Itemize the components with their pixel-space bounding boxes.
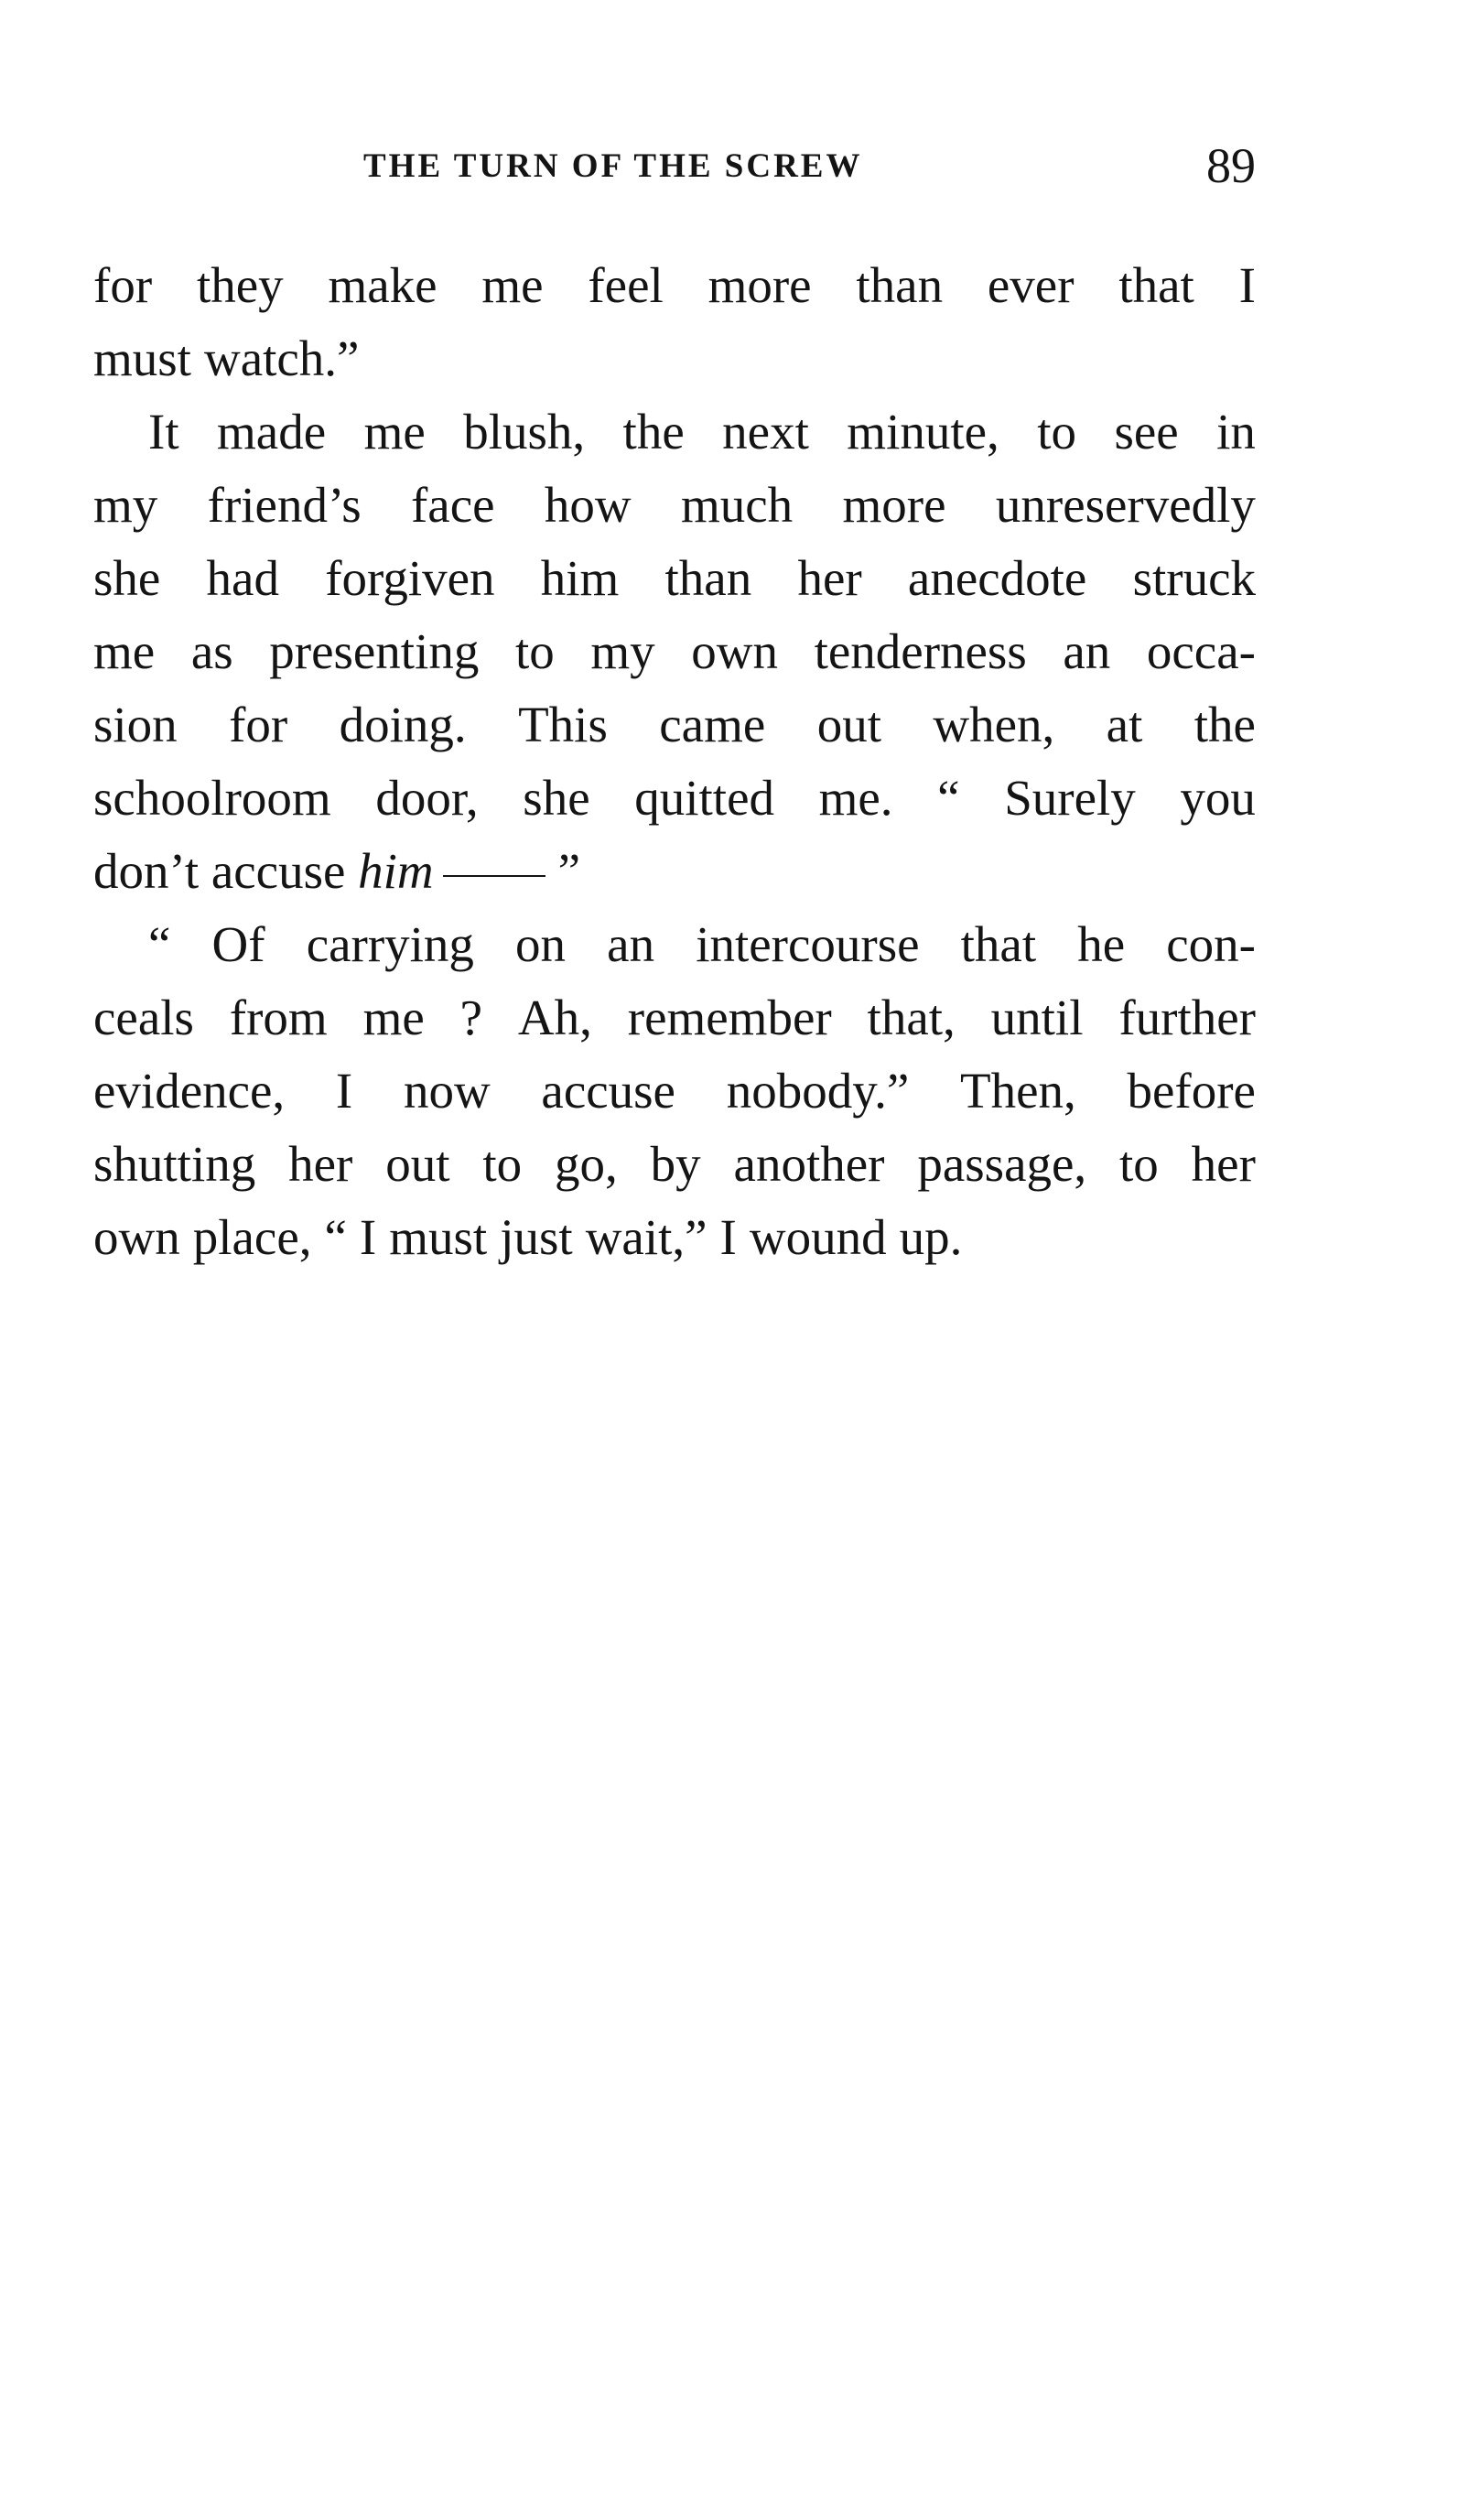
- word: she: [523, 770, 590, 826]
- word: to: [482, 1136, 523, 1192]
- word: door,: [375, 770, 479, 826]
- word: made: [217, 404, 327, 460]
- word: her: [1191, 1136, 1256, 1192]
- word: tenderness: [814, 623, 1027, 679]
- word: “: [148, 916, 171, 972]
- text-line: [93, 1128, 1256, 1201]
- word: in: [1216, 404, 1256, 460]
- word: more: [842, 477, 946, 533]
- text-line: [93, 469, 1256, 542]
- word: quitted: [634, 770, 774, 826]
- word: Surely: [1004, 770, 1136, 826]
- closing-quote: ”: [557, 843, 581, 899]
- word: Of: [211, 916, 265, 972]
- word: Ah,: [517, 990, 592, 1045]
- word: evidence,: [93, 1063, 286, 1119]
- word: I: [719, 1209, 737, 1265]
- word: make: [328, 257, 437, 313]
- word: place,: [192, 1209, 312, 1265]
- text-line: [93, 615, 1256, 688]
- word: the: [622, 404, 685, 460]
- word: they: [196, 257, 284, 313]
- word: than: [856, 257, 944, 313]
- word: on: [515, 916, 567, 972]
- word: “: [937, 770, 960, 826]
- word: than: [664, 550, 752, 606]
- text-line-emphasis: [93, 835, 1256, 908]
- word: next: [722, 404, 809, 460]
- word: me: [481, 257, 544, 313]
- text-line: [93, 762, 1256, 835]
- word: now: [403, 1063, 491, 1119]
- word: another: [733, 1136, 885, 1192]
- word: accuse: [541, 1063, 675, 1119]
- word: I: [1238, 257, 1256, 313]
- word: presenting: [269, 623, 480, 679]
- word: much: [680, 477, 794, 533]
- word: blush,: [463, 404, 586, 460]
- word: he: [1077, 916, 1126, 972]
- word: unreservedly: [995, 477, 1256, 533]
- word: wound: [749, 1209, 887, 1265]
- word: the: [1193, 697, 1256, 752]
- text-line: [93, 249, 1256, 322]
- word: came: [659, 697, 766, 752]
- word: she: [93, 550, 161, 606]
- word: her: [288, 1136, 353, 1192]
- text-line: [93, 322, 1256, 395]
- word: as: [190, 623, 233, 679]
- word: from: [229, 990, 328, 1045]
- word: when,: [933, 697, 1055, 752]
- word: to: [514, 623, 555, 679]
- word: intercourse: [696, 916, 920, 972]
- word: that,: [867, 990, 956, 1045]
- word: minute,: [847, 404, 999, 460]
- line-text-before: don’t accuse: [93, 843, 346, 899]
- page-number: 89: [1206, 138, 1256, 193]
- running-title: THE TURN OF THE SCREW: [363, 147, 863, 185]
- word: me: [363, 404, 426, 460]
- word: wait,”: [585, 1209, 707, 1265]
- word: must: [389, 1209, 488, 1265]
- word: feel: [588, 257, 664, 313]
- word: my: [93, 477, 158, 533]
- word: I: [359, 1209, 377, 1265]
- word: further: [1118, 990, 1256, 1045]
- text-line: [93, 981, 1256, 1055]
- word: her: [797, 550, 862, 606]
- text-line: [93, 1201, 1256, 1274]
- text-line: [93, 395, 1256, 469]
- word: sion: [93, 697, 178, 752]
- word: that: [1118, 257, 1194, 313]
- word: con-: [1166, 916, 1256, 972]
- word: until: [990, 990, 1084, 1045]
- word: up.: [899, 1209, 963, 1265]
- word: that: [960, 916, 1037, 972]
- word: me: [362, 990, 425, 1045]
- word: doing.: [339, 697, 467, 752]
- word: to: [1037, 404, 1077, 460]
- word: own: [93, 1209, 180, 1265]
- word: struck: [1132, 550, 1256, 606]
- word: by: [650, 1136, 701, 1192]
- body-text: [93, 249, 1256, 1274]
- word: occa-: [1146, 623, 1256, 679]
- word: just: [500, 1209, 573, 1265]
- text-line: [93, 688, 1256, 762]
- word: how: [544, 477, 632, 533]
- word: ever: [987, 257, 1075, 313]
- word: go,: [555, 1136, 618, 1192]
- word: an: [1063, 623, 1111, 679]
- word: carrying: [306, 916, 474, 972]
- word: shutting: [93, 1136, 256, 1192]
- word: This: [518, 697, 608, 752]
- word: watch.”: [203, 330, 360, 386]
- word: face: [410, 477, 495, 533]
- em-dash-rule: [443, 875, 545, 877]
- word: more: [707, 257, 812, 313]
- text-line: [93, 908, 1256, 981]
- word: you: [1180, 770, 1256, 826]
- word: friend’s: [207, 477, 362, 533]
- word: schoolroom: [93, 770, 331, 826]
- word: forgiven: [325, 550, 495, 606]
- italic-word: him: [358, 843, 434, 899]
- word: remember: [627, 990, 832, 1045]
- word: me: [93, 623, 156, 679]
- word: must: [93, 330, 191, 386]
- word: to: [1119, 1136, 1159, 1192]
- word: at: [1106, 697, 1143, 752]
- word: It: [148, 404, 179, 460]
- word: ?: [459, 990, 483, 1045]
- word: I: [335, 1063, 353, 1119]
- text-line: [93, 1055, 1256, 1128]
- word: ceals: [93, 990, 194, 1045]
- word: “: [324, 1209, 347, 1265]
- text-line: [93, 542, 1256, 615]
- word: before: [1127, 1063, 1256, 1119]
- word: out: [816, 697, 881, 752]
- word: my: [590, 623, 655, 679]
- word: for: [93, 257, 153, 313]
- word: out: [385, 1136, 450, 1192]
- word: nobody.”: [726, 1063, 910, 1119]
- running-head: [93, 137, 1256, 201]
- word: for: [229, 697, 288, 752]
- word: passage,: [917, 1136, 1087, 1192]
- word: Then,: [960, 1063, 1076, 1119]
- word: an: [607, 916, 655, 972]
- word: own: [691, 623, 778, 679]
- word: anecdote: [907, 550, 1087, 606]
- word: had: [206, 550, 279, 606]
- word: me.: [818, 770, 893, 826]
- word: him: [540, 550, 620, 606]
- word: see: [1114, 404, 1179, 460]
